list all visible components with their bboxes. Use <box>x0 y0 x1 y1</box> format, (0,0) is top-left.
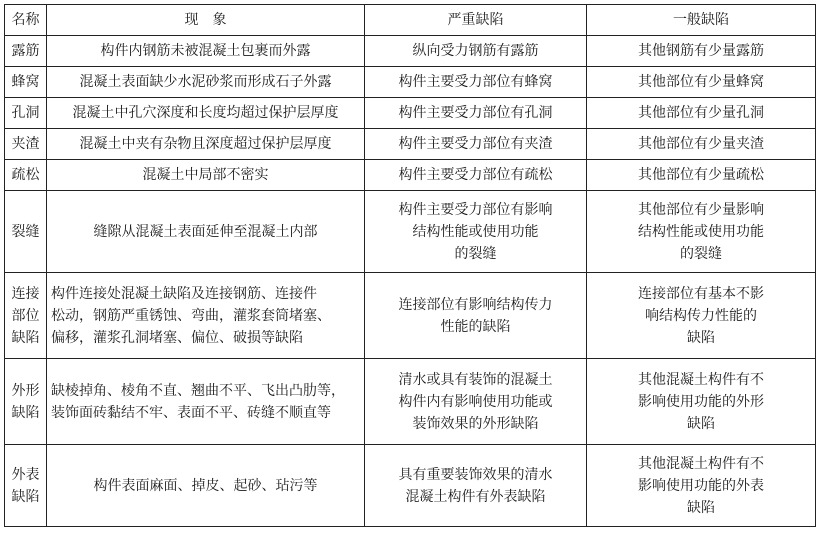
defect-phenomenon: 混凝土表面缺少水泥砂浆而形成石子外露 <box>47 67 365 98</box>
defect-phenomenon: 构件表面麻面、掉皮、起砂、玷污等 <box>47 445 365 527</box>
header-general: 一般缺陷 <box>587 5 816 36</box>
defect-general: 其他部位有少量疏松 <box>587 160 816 191</box>
defect-general: 其他部位有少量蜂窝 <box>587 67 816 98</box>
table-row <box>5 160 816 191</box>
defect-severe: 纵向受力钢筋有露筋 <box>365 36 587 67</box>
defect-general: 其他混凝土构件有不 影响使用功能的外形 缺陷 <box>587 359 816 445</box>
header-phenomenon: 现 象 <box>47 5 365 36</box>
concrete-defects-table <box>4 4 816 527</box>
defect-severe: 连接部位有影响结构传力 性能的缺陷 <box>365 273 587 359</box>
defect-general: 其他混凝土构件有不 影响使用功能的外表 缺陷 <box>587 445 816 527</box>
defect-severe: 构件主要受力部位有夹渣 <box>365 129 587 160</box>
defect-name: 蜂窝 <box>5 67 47 98</box>
defect-phenomenon: 混凝土中孔穴深度和长度均超过保护层厚度 <box>47 98 365 129</box>
defect-name: 连接 部位 缺陷 <box>5 273 47 359</box>
defect-severe: 具有重要装饰效果的清水 混凝土构件有外表缺陷 <box>365 445 587 527</box>
defect-severe: 构件主要受力部位有影响 结构性能或使用功能 的裂缝 <box>365 191 587 273</box>
defect-general: 其他部位有少量孔洞 <box>587 98 816 129</box>
defect-name: 露筋 <box>5 36 47 67</box>
defect-name: 外形 缺陷 <box>5 359 47 445</box>
defect-severe: 构件主要受力部位有疏松 <box>365 160 587 191</box>
defect-phenomenon: 缺棱掉角、棱角不直、翘曲不平、飞出凸肋等， 装饰面砖黏结不牢、表面不平、砖缝不顺直等 <box>47 359 365 445</box>
defect-general: 其他部位有少量影响 结构性能或使用功能 的裂缝 <box>587 191 816 273</box>
defect-general: 连接部位有基本不影 响结构传力性能的 缺陷 <box>587 273 816 359</box>
table-row <box>5 67 816 98</box>
defect-general: 其他部位有少量夹渣 <box>587 129 816 160</box>
defect-name: 疏松 <box>5 160 47 191</box>
table-row <box>5 359 816 445</box>
table-row <box>5 129 816 160</box>
defect-severe: 清水或具有装饰的混凝土 构件内有影响使用功能或 装饰效果的外形缺陷 <box>365 359 587 445</box>
defect-name: 孔洞 <box>5 98 47 129</box>
header-row <box>5 5 816 36</box>
table-row <box>5 273 816 359</box>
defect-phenomenon: 缝隙从混凝土表面延伸至混凝土内部 <box>47 191 365 273</box>
defect-phenomenon: 混凝土中局部不密实 <box>47 160 365 191</box>
defect-name: 裂缝 <box>5 191 47 273</box>
defect-severe: 构件主要受力部位有孔洞 <box>365 98 587 129</box>
table-row <box>5 191 816 273</box>
defect-name: 夹渣 <box>5 129 47 160</box>
header-name: 名称 <box>5 5 47 36</box>
defect-phenomenon: 混凝土中夹有杂物且深度超过保护层厚度 <box>47 129 365 160</box>
table-row <box>5 36 816 67</box>
defect-name: 外表 缺陷 <box>5 445 47 527</box>
defect-severe: 构件主要受力部位有蜂窝 <box>365 67 587 98</box>
table-row <box>5 445 816 527</box>
table-row <box>5 98 816 129</box>
header-severe: 严重缺陷 <box>365 5 587 36</box>
defect-phenomenon: 构件连接处混凝土缺陷及连接钢筋、连接件 松动，钢筋严重锈蚀、弯曲，灌浆套筒堵塞、 偏移，灌浆孔洞堵塞、偏位、破损等缺陷 <box>47 273 365 359</box>
defect-general: 其他钢筋有少量露筋 <box>587 36 816 67</box>
defect-phenomenon: 构件内钢筋未被混凝土包裹而外露 <box>47 36 365 67</box>
